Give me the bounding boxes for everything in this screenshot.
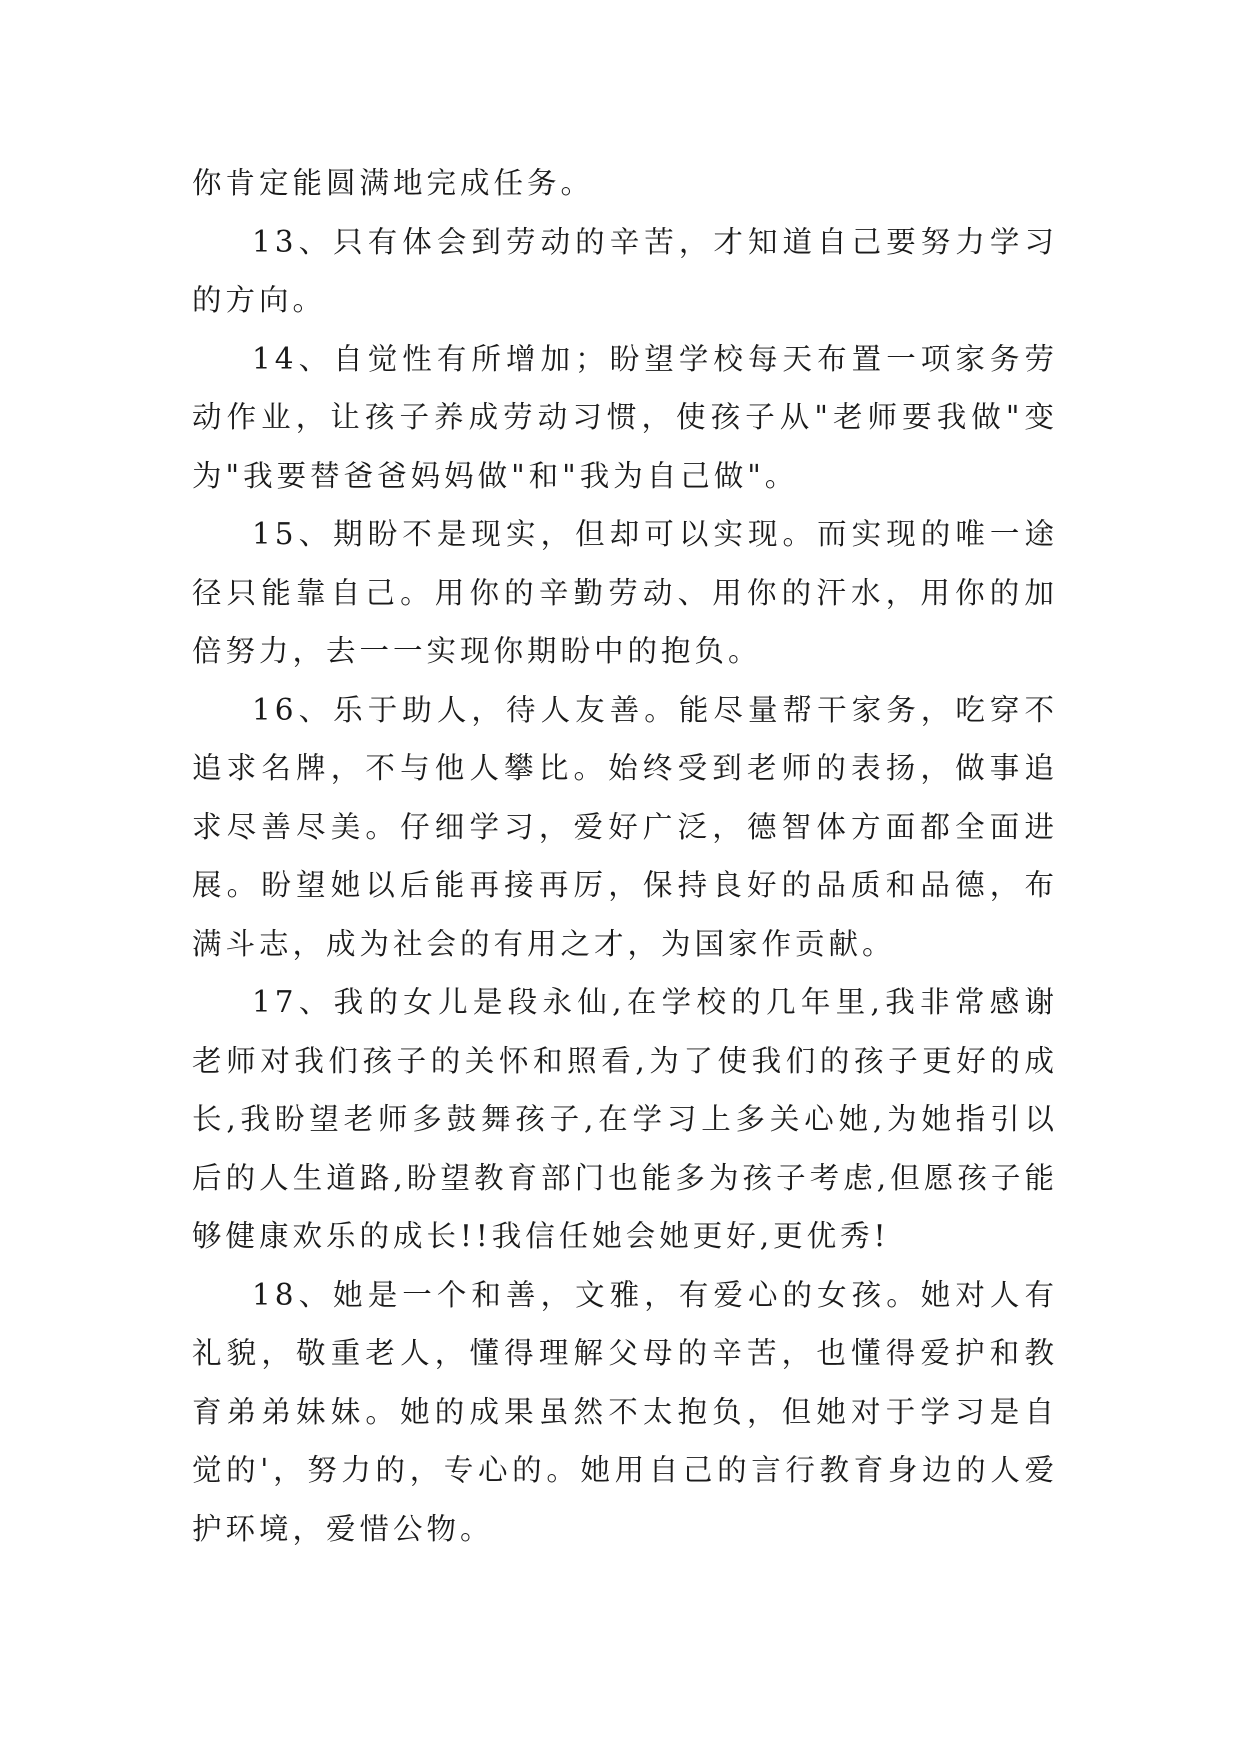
paragraph-18: 18、她是一个和善，文雅，有爱心的女孩。她对人有礼貌，敬重老人，懂得理解父母的辛苦，也懂得爱护和教育弟弟妹妹。她的成果虽然不太抱负，但她对于学习是自觉的'，努力的，专心的。她用自己的言行教育身边的人爱护环境，爱惜公物。: [192, 1277, 1058, 1546]
paragraph-14: 14、自觉性有所增加；盼望学校每天布置一项家务劳动作业，让孩子养成劳动习惯，使孩子从"老师要我做"变为"我要替爸爸妈妈做"和"我为自己做"。: [192, 341, 1058, 493]
paragraph-16: 16、乐于助人，待人友善。能尽量帮干家务，吃穿不追求名牌，不与他人攀比。始终受到老师的表扬，做事追求尽善尽美。仔细学习，爱好广泛，德智体方面都全面进展。盼望她以后能再接再厉，保持良好的品质和品德，布满斗志，成为社会的有用之才，为国家作贡献。: [192, 692, 1058, 961]
document-body: [192, 154, 1058, 1558]
paragraph-continuation: 你肯定能圆满地完成任务。: [192, 166, 595, 200]
paragraph-15: 15、期盼不是现实，但却可以实现。而实现的唯一途径只能靠自己。用你的辛勤劳动、用你的汗水，用你的加倍努力，去一一实现你期盼中的抱负。: [192, 517, 1058, 668]
paragraph-17: 17、我的女儿是段永仙,在学校的几年里,我非常感谢老师对我们孩子的关怀和照看,为了使我们的孩子更好的成长,我盼望老师多鼓舞孩子,在学习上多关心她,为她指引以后的人生道路,盼望教育部门也能多为孩子考虑,但愿孩子能够健康欢乐的成长!!我信任她会她更好,更优秀!: [192, 985, 1058, 1253]
paragraph-13: 13、只有体会到劳动的辛苦，才知道自己要努力学习的方向。: [192, 224, 1058, 317]
